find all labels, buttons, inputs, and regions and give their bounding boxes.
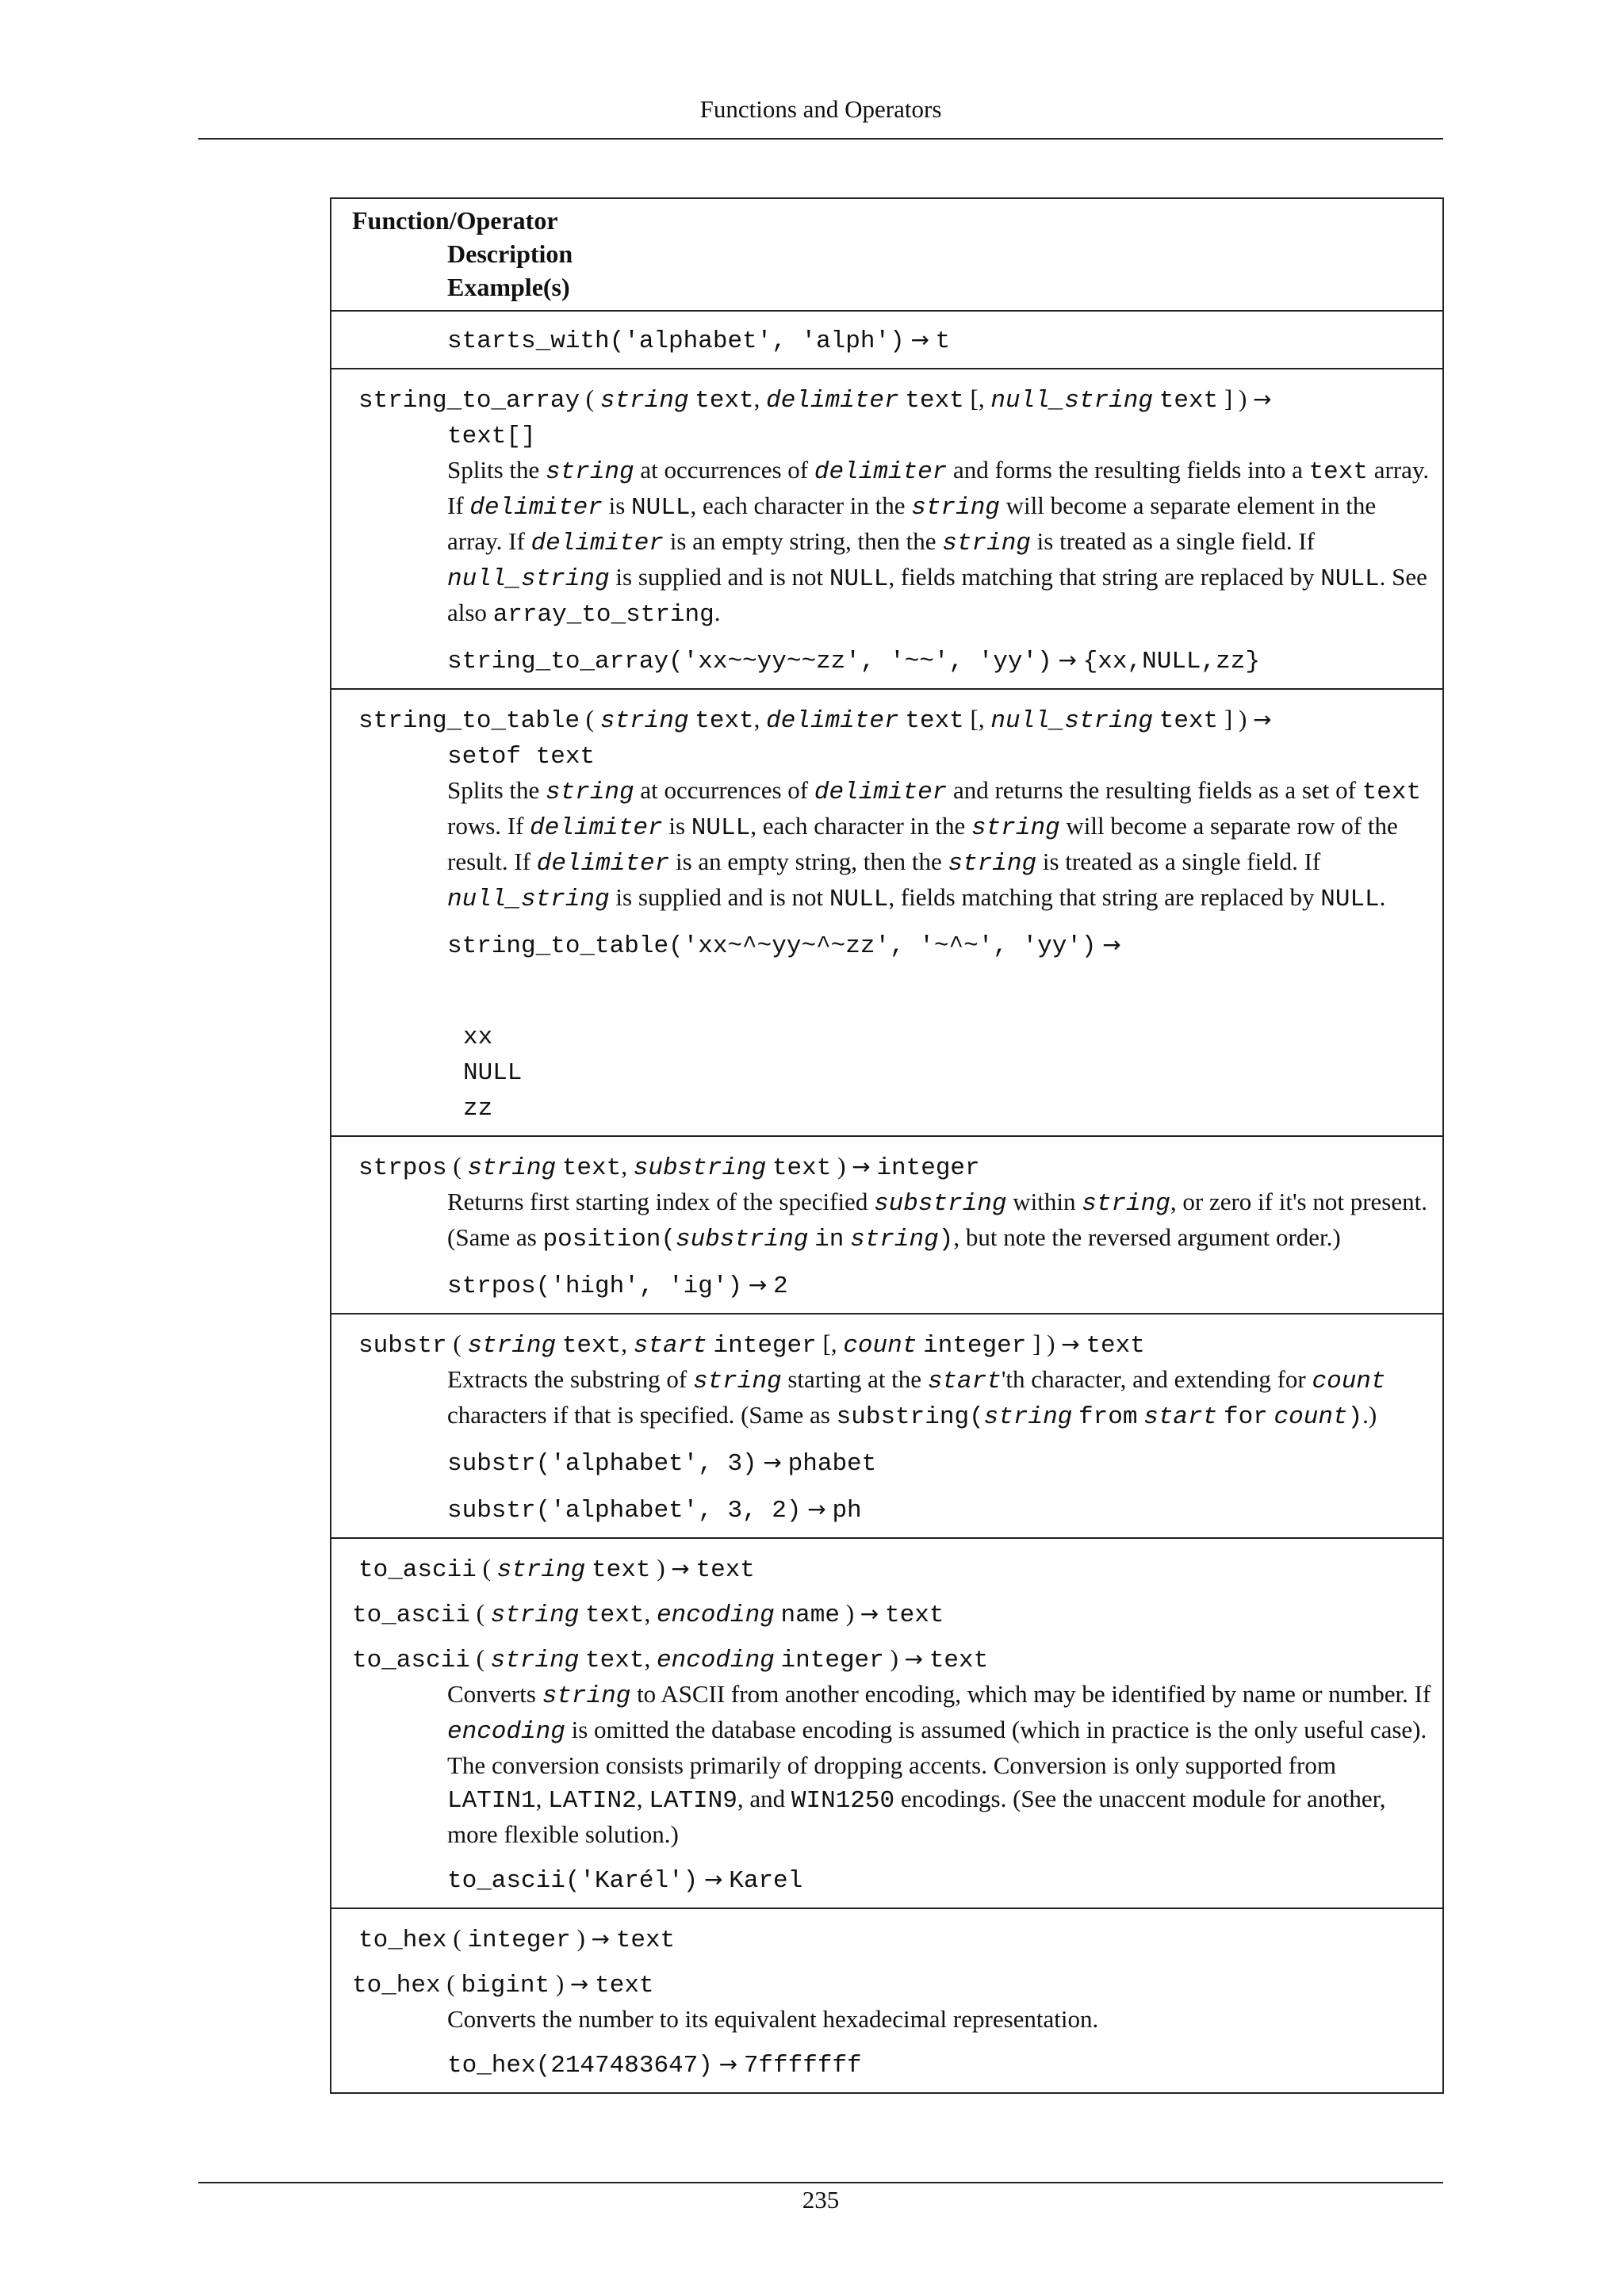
arrow-icon: → — [1061, 1331, 1080, 1357]
table-row-to-hex — [331, 1908, 1442, 2092]
example-substr-1: substr('alphabet', 3) → phabet — [447, 1449, 877, 1478]
table-row-substr — [331, 1313, 1442, 1537]
table-row-string-to-table — [331, 688, 1442, 1135]
example-string-to-table: string_to_table('xx~^~yy~^~zz', '~^~', 'yy') → — [447, 932, 1121, 960]
description-substr: Extracts the substring of string starting at the start'th character, and extending for count characters if that is specified. (Same as substring(string from start for count).) — [447, 1365, 1386, 1431]
table-header — [331, 199, 1442, 310]
arrow-icon: → — [807, 1496, 826, 1522]
signature-to-ascii-2: to_ascii ( string text, encoding name ) → text — [352, 1599, 944, 1629]
example-string-to-array: string_to_array('xx~~yy~~zz', '~~', 'yy') → {xx,NULL,zz} — [447, 647, 1260, 675]
arrow-icon: → — [1058, 647, 1077, 673]
result-row: xx — [463, 1024, 493, 1051]
description-to-ascii: Converts string to ASCII from another encoding, which may be identified by name or number. If encoding is omitted the database encoding is assumed (which in practice is the only useful case). The conversion consists primarily of dropping accents. Conversion is only supported from LATIN1, LATIN2, LATIN9, and WIN1250 encodings. (See the unaccent module for another, more flexible solution.) — [447, 1680, 1431, 1848]
example-substr-2: substr('alphabet', 3, 2) → ph — [447, 1496, 862, 1525]
arrow-icon: → — [1253, 706, 1272, 733]
description-string-to-table: Splits the string at occurrences of delimiter and returns the resulting fields as a set of text rows. If delimiter is NULL, each character in the string will become a separate row of the result. If delimiter is an empty string, then the string is treated as a single field. If null_string is supplied and is not NULL, fields matching that string are replaced by NULL. — [447, 776, 1422, 913]
example-starts-with: starts_with('alphabet', 'alph') → t — [447, 327, 951, 355]
arrow-icon: → — [569, 1971, 589, 1997]
arrow-icon: → — [910, 327, 929, 353]
example-to-ascii: to_ascii('Karél') → Karel — [447, 1866, 803, 1895]
table-row-strpos — [331, 1135, 1442, 1313]
signature-substr: substr ( string text, start integer [, count integer ] ) → text — [358, 1330, 1145, 1360]
spacer — [352, 963, 1433, 1019]
signature-to-ascii-1: to_ascii ( string text ) → text — [358, 1554, 755, 1584]
result-row: NULL — [463, 1059, 523, 1087]
description-string-to-array: Splits the string at occurrences of delimiter and forms the resulting fields into a text array. If delimiter is NULL, each character in the string will become a separate element in the array. If delimiter is an empty string, then the string is treated as a single field. If null_string is supplied and is not NULL, fields matching that string are replaced by NULL. See also array_to_string. — [447, 456, 1430, 629]
arrow-icon: → — [1253, 386, 1272, 412]
return-type: setof text — [447, 743, 596, 771]
page-header: Functions and Operators — [699, 95, 942, 123]
header-rule — [198, 138, 1443, 140]
example-strpos: strpos('high', 'ig') → 2 — [447, 1272, 788, 1300]
signature-string-to-table: string_to_table ( string text, delimiter text [, null_string text ] ) → — [358, 705, 1272, 735]
table-row-starts-with — [331, 310, 1442, 368]
col-header-function: Function/Operator — [352, 206, 558, 235]
col-header-description: Description — [447, 239, 573, 268]
arrow-icon: → — [704, 1866, 723, 1892]
signature-to-hex-2: to_hex ( bigint ) → text — [352, 1969, 654, 1999]
arrow-icon: → — [904, 1646, 924, 1672]
arrow-icon: → — [1102, 932, 1121, 958]
example-to-hex: to_hex(2147483647) → 7fffffff — [447, 2051, 862, 2080]
function-table — [330, 197, 1444, 2094]
description-to-hex: Converts the number to its equivalent hexadecimal representation. — [447, 2005, 1099, 2033]
page-number: 235 — [802, 2186, 840, 2214]
result-row: zz — [463, 1095, 493, 1123]
arrow-icon: → — [860, 1601, 879, 1627]
signature-string-to-array: string_to_array ( string text, delimiter text [, null_string text ] ) → — [358, 385, 1272, 415]
table-row-to-ascii — [331, 1537, 1442, 1908]
signature-to-hex-1: to_hex ( integer ) → text — [358, 1924, 676, 1954]
signature-to-ascii-3: to_ascii ( string text, encoding integer ) → text — [352, 1644, 989, 1674]
arrow-icon: → — [671, 1556, 690, 1582]
arrow-icon: → — [763, 1449, 782, 1475]
arrow-icon: → — [591, 1926, 610, 1952]
description-strpos: Returns first starting index of the specified substring within string, or zero if it's not present. (Same as position(substring in string), but note the reversed argument order.) — [447, 1188, 1427, 1253]
col-header-examples: Example(s) — [447, 273, 570, 301]
table-row-string-to-array — [331, 368, 1442, 688]
arrow-icon: → — [748, 1272, 768, 1298]
return-type: text[] — [447, 423, 536, 450]
signature-strpos: strpos ( string text, substring text ) → integer — [358, 1152, 980, 1182]
arrow-icon: → — [852, 1154, 871, 1180]
footer-rule — [198, 2182, 1443, 2183]
arrow-icon: → — [718, 2051, 738, 2077]
